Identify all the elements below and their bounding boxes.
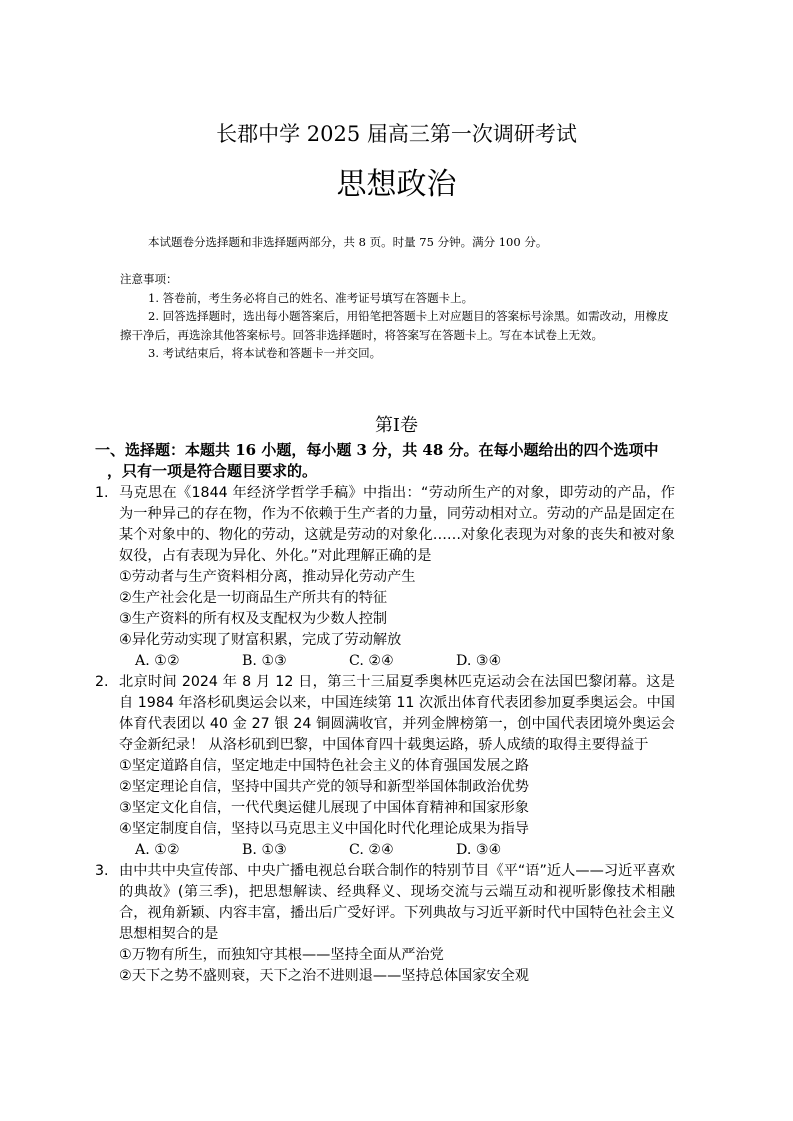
statement-option: ④异化劳动实现了财富积累，完成了劳动解放: [119, 632, 402, 648]
notes-item: 3. 考试结束后，将本试卷和答题卡一并交回。: [148, 346, 382, 360]
question-1: [95, 483, 675, 672]
question-body: [119, 861, 675, 987]
answer-choices: [119, 840, 675, 861]
choice-b: B. ①③: [242, 653, 287, 669]
section-heading-line: 一、选择题：本题共 16 小题，每小题 3 分，共 48 分。在每小题给出的四个选项中: [95, 441, 659, 459]
exam-intro: 本试题卷分选择题和非选择题两部分，共 8 页。时量 75 分钟。满分 100 分。: [148, 235, 548, 249]
section-heading: [95, 440, 675, 482]
answer-choices: [119, 651, 675, 672]
choice-b: B. ①③: [242, 842, 287, 858]
choice-d: D. ③④: [456, 653, 502, 669]
statement-option: ①坚定道路自信，坚定地走中国特色社会主义的体育强国发展之路: [119, 758, 529, 774]
statement-option: ②生产社会化是一切商品生产所共有的特征: [119, 590, 388, 606]
section-heading-line: ，只有一项是符合题目要求的。: [107, 462, 318, 480]
question-3: [95, 861, 675, 987]
notes-item: 1. 答卷前，考生务必将自己的姓名、准考证号填写在答题卡上。: [148, 290, 474, 305]
question-list: [95, 483, 675, 987]
notes-item: 2. 回答选择题时，选出每小题答案后，用铅笔把答题卡上对应题目的答案标号涂黑。如需改动，用橡皮擦干净后，再选涂其他答案标号。回答非选择题时，将答案写在答题卡上。写在本试卷上无效。: [120, 309, 669, 342]
choice-c: C. ②④: [349, 842, 394, 858]
question-number: 2.: [95, 674, 109, 690]
question-stem: 马克思在《1844 年经济学哲学手稿》中指出：“劳动所生产的对象，即劳动的产品，作为一种异己的存在物，作为不依赖于生产者的力量，同劳动相对立。劳动的产品是固定在某个对象中的、物化的劳动，这就是劳动的对象化……对象化表现为对象的丧失和被对象奴役，占有表现为异化、外化。”对此理解正确的是: [119, 485, 675, 564]
question-stem: 北京时间 2024 年 8 月 12 日，第三十三届夏季奥林匹克运动会在法国巴黎闭幕。这是自 1984 年洛杉矶奥运会以来，中国连续第 11 次派出体育代表团参加夏季奥运会。中国体育代表团以 40 金 27 银 24 铜圆满收官，并列金牌榜第一，创中国代表团境外奥运会夺金新纪录！ 从洛杉矶到巴黎，中国体育四十载奥运路，骄人成绩的取得主要得益于: [119, 674, 675, 753]
question-stem: 由中共中央宣传部、中央广播电视总台联合制作的特别节目《平“语”近人——习近平喜欢的典故》(第三季)，把思想解读、经典释义、现场交流与云端互动和视听影像技术相融合，视角新颖、内容丰富，播出后广受好评。下列典故与习近平新时代中国特色社会主义思想相契合的是: [119, 863, 675, 942]
choice-a: A. ①②: [135, 842, 180, 858]
question-number: 1.: [95, 485, 109, 501]
choice-d: D. ③④: [456, 842, 502, 858]
statement-option: ②坚定理论自信，坚持中国共产党的领导和新型举国体制政治优势: [119, 779, 529, 795]
statement-option: ①劳动者与生产资料相分离，推动异化劳动产生: [119, 569, 416, 585]
notes-block: [120, 270, 675, 363]
statement-option: ③生产资料的所有权及支配权为少数人控制: [119, 611, 388, 627]
choice-c: C. ②④: [349, 653, 394, 669]
volume-heading: 第Ⅰ卷: [374, 415, 419, 436]
question-body: [119, 672, 675, 861]
question-number: 3.: [95, 863, 109, 879]
question-body: [119, 483, 675, 672]
statement-option: ①万物有所生，而独知守其根——坚持全面从严治党: [119, 947, 444, 963]
question-2: [95, 672, 675, 861]
exam-title: 长郡中学 2025 届高三第一次调研考试: [216, 122, 577, 146]
statement-option: ②天下之势不盛则衰，天下之治不进则退——坚持总体国家安全观: [119, 968, 529, 984]
statement-option: ④坚定制度自信，坚持以马克思主义中国化时代化理论成果为指导: [119, 821, 529, 837]
statement-option: ③坚定文化自信，一代代奥运健儿展现了中国体育精神和国家形象: [119, 800, 529, 816]
choice-a: A. ①②: [135, 653, 180, 669]
subject-title: 思想政治: [336, 167, 457, 202]
notes-heading: 注意事项：: [120, 272, 178, 286]
